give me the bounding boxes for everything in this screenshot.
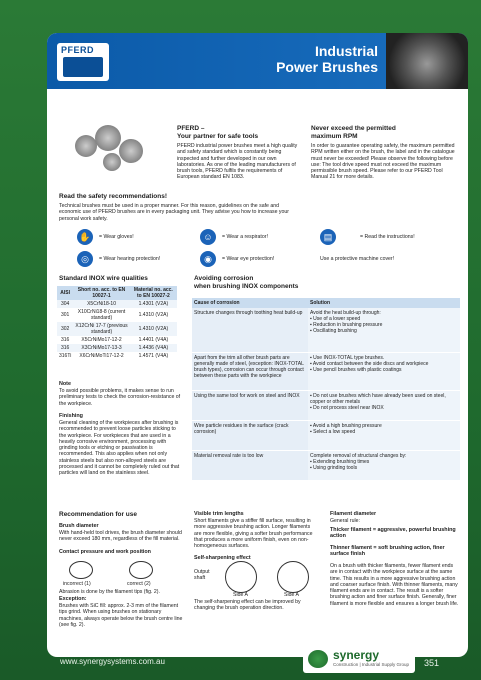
product-photo — [75, 125, 150, 173]
safety-icons-row2 — [57, 251, 457, 271]
rpm-body: In order to guarantee operating safety, the maximum permitted RPM written either on the brush, the label and in the catalogue must never be exceeded! Please observe the following before use: The tool drive speed must not exceed the maximum permissible brush speed. Please refer to our PFERD Tool Manual 21 for more details. — [311, 143, 455, 181]
page-number: 351 — [424, 658, 440, 668]
trim-heading: Visible trim lengths — [194, 511, 244, 517]
shaft-label: shaft — [194, 575, 206, 581]
table-cell: X5CrNiMo17-12-2 — [81, 337, 122, 343]
brush-product-image — [103, 153, 121, 171]
cause-cell: Material removal rate is too low — [192, 450, 308, 480]
solution-cell: Avoid the heat build-up through: ▪ Use of a lower speed ▪ Reduction in brushing pressure ▪ Oscillating brushing — [308, 308, 460, 352]
filament-rule: General rule: — [330, 518, 360, 524]
pferd-logo — [57, 43, 109, 81]
icon-label: = Read the instructions! — [360, 234, 415, 240]
table-cell: X3CrNiMo17-13-3 — [73, 344, 129, 352]
table-row — [57, 336, 177, 344]
synergy-brand: synergy — [333, 648, 380, 662]
brush-diameter-heading: Brush diameter — [59, 523, 99, 529]
icon-label: = Wear hearing protection! — [99, 256, 161, 262]
table-row — [192, 450, 460, 480]
table-cell: 1.4571 (V4A) — [138, 353, 169, 359]
icon-label: = Wear eye protection! — [222, 256, 275, 262]
table-row — [57, 308, 177, 322]
intro-heading1: PFERD – — [177, 125, 205, 132]
table-row — [57, 322, 177, 336]
use-heading: Recommendation for use — [59, 511, 138, 518]
note-heading: Note — [59, 381, 71, 387]
catalog-page — [47, 33, 468, 657]
filament-heading: Filament diameter — [330, 511, 377, 517]
incorrect-diagram — [69, 561, 93, 579]
brush-product-image — [95, 125, 121, 151]
table-cell: 1.4310 (V2A) — [130, 322, 177, 336]
table-row — [192, 420, 460, 450]
cause-cell: Structure changes through toothing heat build-up — [192, 308, 308, 352]
contact-heading: Contact pressure and work position — [59, 549, 151, 555]
output-label: Output — [194, 569, 210, 575]
synergy-mark-icon — [308, 650, 328, 668]
finishing-heading: Finishing — [59, 413, 83, 419]
cause-cell: Apart from the trim all other brush parts are generally made of steel, (exception: INOX-TOTAL brush types), corrosion can occur through contact between these parts with the workpiece — [192, 352, 308, 390]
trim-body: Short filaments give a stiffer fill surface, resulting in more aggressive brushing action. Longer filaments are more flexible, giving a softer brush performance that produces a more uniform finish, even on non-homogeneous surfaces. — [194, 518, 313, 550]
rpm-heading2: maximum RPM — [311, 133, 358, 140]
table-cell: X10CrNi18-8 (current standard) — [77, 309, 126, 321]
exception-heading: Exception: — [59, 596, 87, 602]
correct-label: correct (2) — [127, 581, 151, 587]
safety-icons-row1 — [57, 229, 457, 249]
footer-url[interactable]: www.synergysystems.com.au — [60, 657, 165, 666]
corrosion-heading2: when brushing INOX components — [194, 283, 299, 290]
corrosion-table — [192, 298, 460, 481]
sharpen-heading: Self-sharpening effect — [194, 555, 251, 561]
brush-product-image — [75, 135, 97, 157]
synergy-sub: Construction | Industrial Supply Group — [333, 662, 409, 667]
table-cell: 302 — [57, 322, 73, 336]
title-line1: Industrial — [314, 43, 378, 59]
correct-diagram — [129, 561, 153, 579]
abrasion-text: Abrasion is done by the filament tips (fig. 2). — [59, 589, 160, 595]
sharpen-body: The self-sharpening effect can be improved by changing the brush operation direction. — [194, 599, 301, 612]
table-row — [192, 352, 460, 390]
table-cell: X12CrNi 17-7 (previous standard) — [73, 322, 129, 336]
incorrect-label: incorrect (1) — [63, 581, 91, 587]
corr-col-cause: Cause of corrosion — [192, 298, 308, 308]
note-body: To avoid possible problems, it makes sense to run preliminary tests to check the corrosion-resistance of the workpiece. — [59, 388, 181, 407]
solution-cell: Complete removal of structural changes by: ▪ Extending brushing times ▪ Using grinding tools — [308, 450, 460, 480]
filament-thicker: Thicker filament = aggressive, powerful brushing action — [330, 527, 456, 540]
side-a-label: Side A — [233, 592, 248, 598]
inox-table — [57, 286, 177, 360]
table-cell: 301 — [60, 312, 70, 318]
table-cell: 304 — [57, 300, 73, 308]
sharpen-diagram-2 — [277, 561, 309, 593]
table-cell: 1.4310 (V2A) — [138, 312, 169, 318]
table-cell: 1.4301 (V2A) — [130, 300, 177, 308]
page-title — [276, 43, 378, 75]
table-row — [192, 390, 460, 420]
filament-thinner: Thinner filament = soft brushing action, finer surface finish — [330, 545, 445, 558]
table-cell: 1.4401 (V4A) — [138, 337, 169, 343]
intro-body: PFERD industrial power brushes meet a high quality and safety standard which is constantly being inspected and further developed in our own laboratories. As one of the leading manufacturers of brush tools, PFERD fulfils the requirements of European standard EN 1083. — [177, 143, 298, 181]
filament-body: On a brush with thicker filaments, fewer filament ends are in contact with the workpiece surface at the same time. This results in a more aggressive brushing action and coarser surface finish. With thinner filaments, many filament ends are in contact. The result is a softer brushing action and finer surface finish. Generally, finer filament is more flexible and ensures a longer brush life. — [330, 563, 459, 607]
side-a-label-2: Side A — [284, 592, 299, 598]
respirator-icon: ☺ — [200, 229, 216, 245]
table-row — [57, 300, 177, 308]
gloves-icon: ✋ — [77, 229, 93, 245]
eye-protection-icon: ◉ — [200, 251, 216, 267]
read-heading: Read the safety recommendations! — [59, 193, 168, 200]
table-cell: 316Ti — [59, 353, 72, 359]
horse-icon — [63, 57, 103, 77]
title-line2: Power Brushes — [276, 59, 378, 75]
table-row — [192, 308, 460, 352]
synergy-logo — [303, 645, 415, 673]
brush-photo — [386, 33, 468, 89]
table-row — [57, 344, 177, 352]
icon-label: = Wear a respirator! — [222, 234, 268, 240]
solution-cell: ▪ Avoid a high brushing pressure ▪ Select a low speed — [308, 420, 460, 450]
table-row — [57, 352, 177, 360]
rpm-heading1: Never exceed the permitted — [311, 125, 396, 132]
table-cell: 1.4436 (V4A) — [130, 344, 177, 352]
inox-col-aisi: AISI — [57, 286, 73, 300]
corrosion-heading1: Avoiding corrosion — [194, 275, 254, 282]
cause-cell: Using the same tool for work on steel and INOX — [192, 390, 308, 420]
corr-col-solution: Solution — [308, 298, 460, 308]
instructions-icon: ▤ — [320, 229, 336, 245]
inox-col-short: Short no. acc. to EN 10027-1 — [73, 286, 129, 300]
table-cell: 316 — [60, 337, 70, 343]
page-header — [47, 33, 468, 89]
sharpen-diagram-1 — [225, 561, 257, 593]
icon-label: = Wear gloves! — [99, 234, 134, 240]
cause-cell: Wire particle residues in the surface (crack corrosion) — [192, 420, 308, 450]
logo-text: PFERD — [61, 45, 95, 55]
exception-body: Brushes with SiC fill: approx. 2-3 mm of the filament tips grind. When using brushes on stationary machines, always operate below the brush centre line (see fig. 2). — [59, 603, 183, 628]
table-cell: 316 — [57, 344, 73, 352]
brush-diameter-body: With hand-held tool drives, the brush diameter should never exceed 180 mm, regardless of the fill material. — [59, 530, 182, 543]
intro-heading2: Your partner for safe tools — [177, 133, 259, 140]
table-cell: X6CrNiMoTi17-12-2 — [79, 353, 124, 359]
solution-cell: ▪ Use INOX-TOTAL type brushes. ▪ Avoid contact between the side discs and workpiece ▪ Use pencil brushes with plastic coatings — [308, 352, 460, 390]
finishing-body: General cleaning of the workpieces after brushing is recommended to prevent loose particles sticking to the workpiece. For workpieces that are used in a heavily corrosive environment, processing with grinding tools or etching or passivation is recommended. This also applies when not only stainless steels but also non-alloyed steels are processed and it cannot be completely ruled out that particles will land on the stainless steel. — [59, 420, 180, 477]
inox-col-material: Material no. acc. to EN 10027-2 — [130, 286, 177, 300]
read-body: Technical brushes must be used in a proper manner. For this reason, guidelines on the safe and economic use of PFERD brushes are in every packaging unit. They advise you how to increase your personal work safety. — [59, 203, 290, 222]
solution-cell: ▪ Do not use brushes which have already been used on steel, copper or other metals ▪ Do not process steel near INOX — [308, 390, 460, 420]
hearing-protection-icon: ◎ — [77, 251, 93, 267]
brush-product-image — [119, 139, 143, 163]
table-cell: X5CrNi18-10 — [73, 300, 129, 308]
inox-heading: Standard INOX wire qualities — [59, 275, 148, 282]
icon-label: Use a protective machine cover! — [320, 256, 395, 262]
